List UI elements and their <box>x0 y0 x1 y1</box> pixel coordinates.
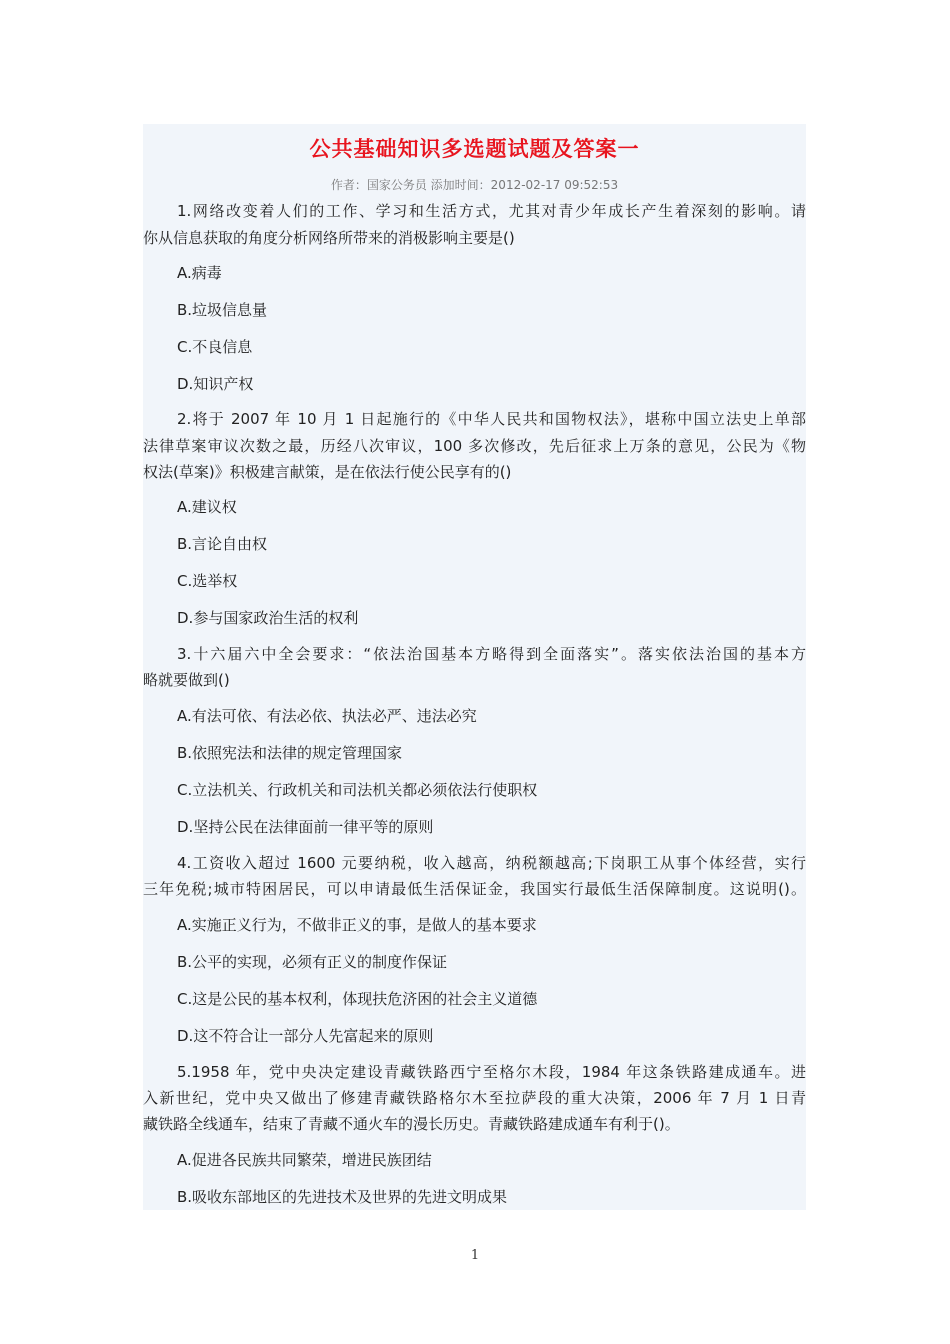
question-4-stem-line-1: 4.工资收入超过 1600 元要纳税，收入越高，纳税额越高;下岗职工从事个体经营，实行 <box>177 854 806 872</box>
question-1-stem-line-2: 你从信息获取的角度分析网络所带来的消极影响主要是() <box>143 229 515 247</box>
question-2-stem-line-1: 2.将于 2007 年 10 月 1 日起施行的《中华人民共和国物权法》，堪称中国立法史上单部 <box>177 410 806 428</box>
page-number: 1 <box>470 1248 480 1263</box>
question-2-option-a: A.建议权 <box>177 498 237 516</box>
article-meta: 作者：国家公务员 添加时间：2012-02-17 09:52:53 <box>330 178 619 192</box>
question-1-option-a: A.病毒 <box>177 264 222 282</box>
question-2-stem-line-2: 法律草案审议次数之最，历经八次审议，100 多次修改，先后征求上万条的意见，公民为《物 <box>143 437 806 455</box>
question-3-option-b: B.依照宪法和法律的规定管理国家 <box>177 744 403 762</box>
question-2-option-c: C.选举权 <box>177 572 238 590</box>
question-2-stem-line-3: 权法(草案)》积极建言献策，是在依法行使公民享有的() <box>143 463 512 481</box>
question-5-stem-line-3: 藏铁路全线通车，结束了青藏不通火车的漫长历史。青藏铁路建成通车有利于()。 <box>143 1115 680 1133</box>
question-3-option-d: D.坚持公民在法律面前一律平等的原则 <box>177 818 434 836</box>
question-5-option-a: A.促进各民族共同繁荣，增进民族团结 <box>177 1151 432 1169</box>
question-5-option-b: B.吸收东部地区的先进技术及世界的先进文明成果 <box>177 1188 508 1206</box>
question-5-stem-line-1: 5.1958 年，党中央决定建设青藏铁路西宁至格尔木段，1984 年这条铁路建成通车。进 <box>177 1063 806 1081</box>
question-2-option-d: D.参与国家政治生活的权利 <box>177 609 359 627</box>
question-4-option-a: A.实施正义行为，不做非正义的事，是做人的基本要求 <box>177 916 537 934</box>
question-1-option-d: D.知识产权 <box>177 375 254 393</box>
question-5-stem-line-2: 入新世纪，党中央又做出了修建青藏铁路格尔木至拉萨段的重大决策，2006 年 7 月 1 日青 <box>143 1089 806 1107</box>
question-1-option-c: C.不良信息 <box>177 338 253 356</box>
question-4-option-c: C.这是公民的基本权利，体现扶危济困的社会主义道德 <box>177 990 538 1008</box>
question-1-stem-line-1: 1.网络改变着人们的工作、学习和生活方式，尤其对青少年成长产生着深刻的影响。请 <box>177 202 806 220</box>
question-3-stem-line-1: 3.十六届六中全会要求：“依法治国基本方略得到全面落实”。落实依法治国的基本方 <box>177 645 806 663</box>
page-title: 公共基础知识多选题试题及答案一 <box>309 137 640 161</box>
question-4-option-d: D.这不符合让一部分人先富起来的原则 <box>177 1027 434 1045</box>
question-3-stem-line-2: 略就要做到() <box>143 671 230 689</box>
question-4-option-b: B.公平的实现，必须有正义的制度作保证 <box>177 953 448 971</box>
question-1-option-b: B.垃圾信息量 <box>177 301 268 319</box>
question-3-option-c: C.立法机关、行政机关和司法机关都必须依法行使职权 <box>177 781 538 799</box>
question-2-option-b: B.言论自由权 <box>177 535 268 553</box>
question-3-option-a: A.有法可依、有法必依、执法必严、违法必究 <box>177 707 477 725</box>
question-4-stem-line-2: 三年免税;城市特困居民，可以申请最低生活保证金，我国实行最低生活保障制度。这说明()。 <box>143 880 806 898</box>
